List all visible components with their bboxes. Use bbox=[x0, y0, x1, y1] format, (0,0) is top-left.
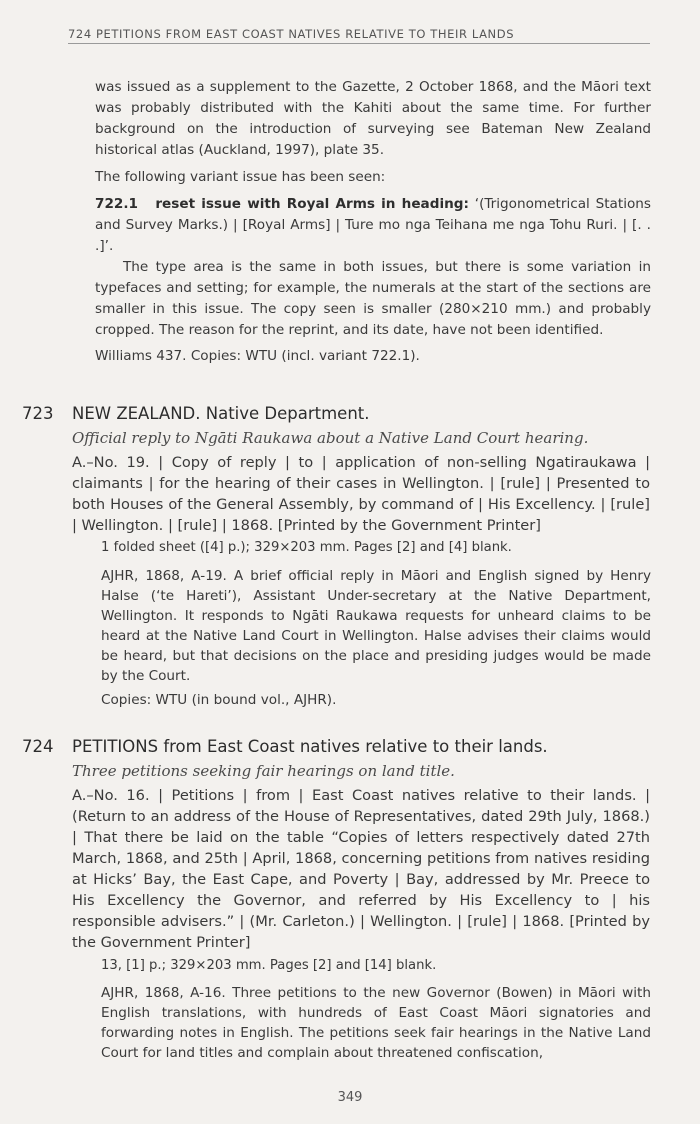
variant-heading: reset issue with Royal Arms in heading: bbox=[155, 196, 469, 212]
bibliographic-note: AJHR, 1868, A-19. A brief official reply in Māori and English signed by Henry Halse (‘te Hareti’), Assistant Under-secretary at the Native Department, Wellington. It responds to Ngāti Raukawa requests for unheard claims to be heard at the Native Land Court in Wellington. Halse advises their claims would be heard, but that decisions on the place and presiding judges would be made by the Court. bbox=[101, 568, 651, 684]
entry-subtitle: Three petitions seeking fair hearings on land title. bbox=[72, 762, 455, 780]
bibliographic-note: AJHR, 1868, A-16. Three petitions to the new Governor (Bowen) in Māori with English translations, with hundreds of East Coast Māori signatories and forwarding notes in English. The petitions seek fair hearings in the Native Land Court for land titles and complain about threatened confiscation, bbox=[101, 985, 651, 1061]
variant-label: 722.1 bbox=[95, 196, 138, 212]
collation: 13, [1] p.; 329×203 mm. Pages [2] and [14] blank. bbox=[101, 958, 437, 973]
intro-paragraph: was issued as a supplement to the Gazette, 2 October 1868, and the Māori text was probably distributed with the Kahiti about the same time. For further background on the introduction of surveying see Bateman New Zealand historical atlas (Auckland, 1997), plate 35. bbox=[95, 79, 651, 158]
copies-note: Copies: WTU (in bound vol., AJHR). bbox=[101, 692, 337, 708]
variant-text: ‘(Trigonometrical Stations and Survey Marks.) | [Royal Arms] | Ture mo nga Teihana me nga Tohu Ruri. | [. . .]’. bbox=[95, 196, 651, 254]
variant-intro: The following variant issue has been seen: bbox=[95, 169, 386, 185]
collation: 1 folded sheet ([4] p.); 329×203 mm. Pages [2] and [4] blank. bbox=[101, 540, 512, 555]
variant-description: The type area is the same in both issues, but there is some variation in typefaces and setting; for example, the numerals at the start of the sections are smaller in this issue. The copy seen is smaller (280×210 mm.) and probably cropped. The reason for the reprint, and its date, have not been identified. bbox=[95, 259, 651, 338]
intro-references: Williams 437. Copies: WTU (incl. variant 722.1). bbox=[95, 348, 420, 364]
title-transcription: A.–No. 16. | Petitions | from | East Coast natives relative to their lands. | (Return to an address of the House of Representatives, dated 29th July, 1868.) | That there be laid on the table “Copies of letters respectively dated 27th March, 1868, and 25th | April, 1868, concerning petitions from natives residing at Hicks’ Bay, the East Cape, and Poverty | Bay, addressed by Mr. Preece to His Excellency the Governor, and referred by His Excellency to | his responsible advisers.” | (Mr. Carleton.) | Wellington. | [rule] | 1868. [Printed by the Government Printer] bbox=[72, 787, 650, 951]
intro-section bbox=[95, 77, 651, 367]
entry-title: NEW ZEALAND. Native Department. bbox=[72, 404, 370, 423]
entry-number: 724 bbox=[22, 737, 54, 756]
variant-entry bbox=[95, 194, 651, 257]
entry-subtitle: Official reply to Ngāti Raukawa about a Native Land Court hearing. bbox=[72, 429, 589, 447]
entry-title: PETITIONS from East Coast natives relative to their lands. bbox=[72, 737, 548, 756]
title-transcription: A.–No. 19. | Copy of reply | to | application of non-selling Ngatiraukawa | claimants | for the hearing of their cases in Wellington. | [rule] | Presented to both Houses of the General Assembly, by command of | His Excellency. | [rule] | Wellington. | [rule] | 1868. [Printed by the Government Printer] bbox=[72, 454, 650, 534]
page-number: 349 bbox=[337, 1090, 363, 1105]
running-header: 724 PETITIONS FROM EAST COAST NATIVES RELATIVE TO THEIR LANDS bbox=[68, 27, 650, 44]
entry-number: 723 bbox=[22, 404, 54, 423]
